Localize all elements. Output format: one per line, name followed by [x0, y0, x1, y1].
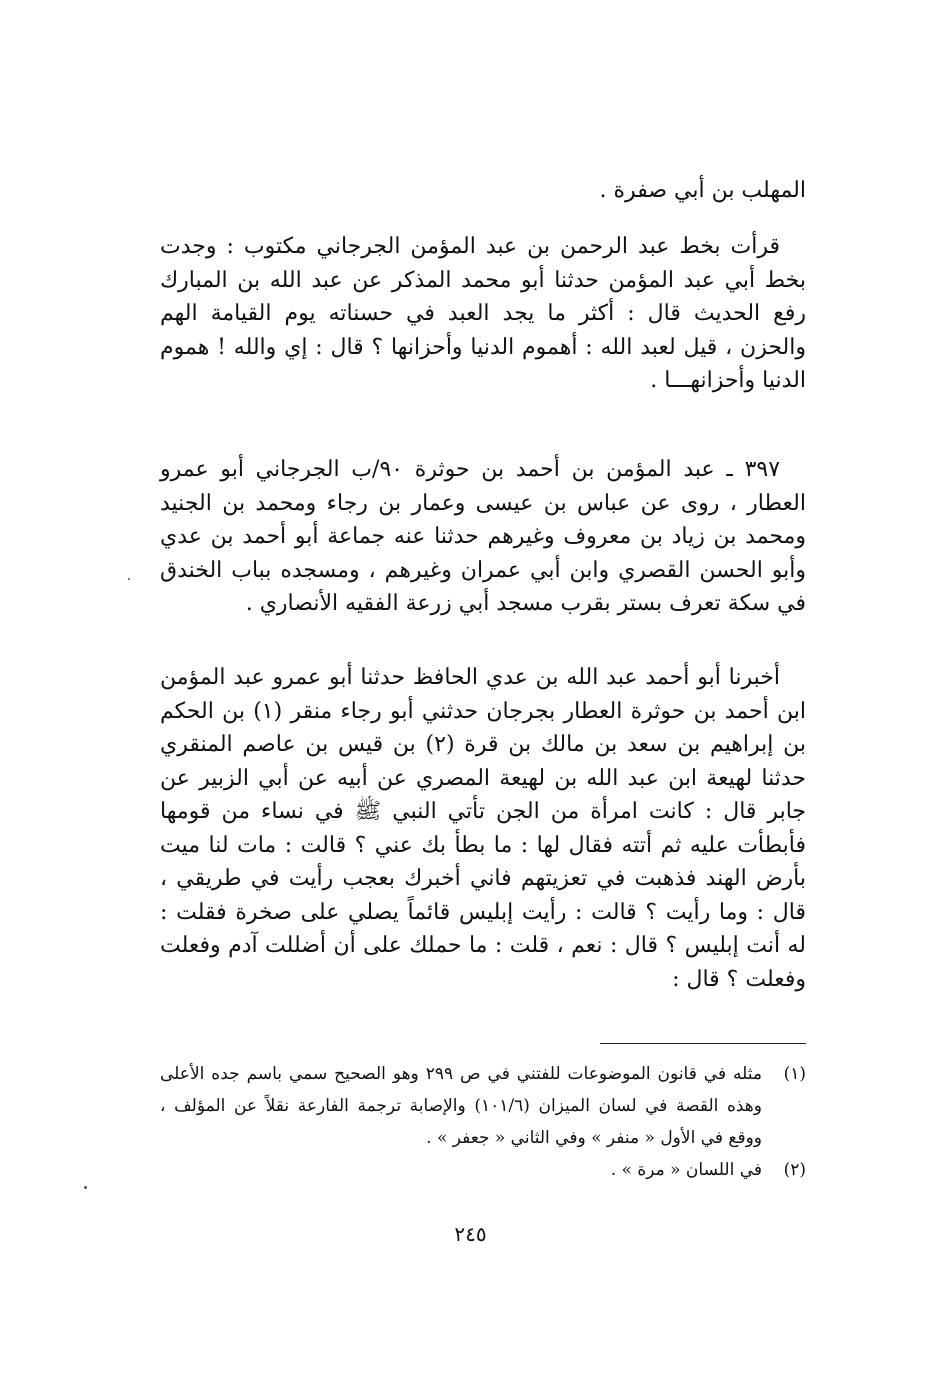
footnote-item — [160, 1058, 806, 1154]
footnote-item — [160, 1154, 806, 1186]
paragraph-hadith-chain: أخبرنا أبو أحمد عبد الله بن عدي الحافظ حدثنا أبو عمرو عبد المؤمن ابن أحمد بن حوثرة العطار بجرجان حدثني أبو رجاء منقر (١) بن الحكم بن إبراهيم بن سعد بن مالك بن قرة (٢) بن قيس بن عاصم المنقري حدثنا لهيعة ابن عبد الله بن لهيعة المصري عن أبيه عن أبي الزبير عن جابر قال : كانت امرأة من الجن تأتي النبي ﷺ في نساء من قومها فأبطأت عليه ثم أتته فقال لها : ما بطأ بك عني ؟ قالت : مات لنا ميت بأرض الهند فذهبت في تعزيتهم فاني أخبرك بعجب رأيت في طريقي ، قال : وما رأيت ؟ قالت : رأيت إبليس قائماً يصلي على صخرة فقلت : له أنت إبليس ؟ قال : نعم ، قلت : ما حملك على أن أضللت آدم وفعلت وفعلت ؟ قال : — [160, 665, 806, 992]
footnote-number: (٢) — [783, 1160, 806, 1180]
paragraph-biography-entry: ٣٩٧ ـ عبد المؤمن بن أحمد بن حوثرة ٩٠/ب الجرجاني أبو عمرو العطار ، روى عن عباس بن عيسى وعمار بن رجاء ومحمد بن الجنيد ومحمد بن زياد بن معروف وغيرهم حدثنا عنه جماعة أبو أحمد بن عدي وأبو الحسن القصري وابن أبي عمران وغيرهم ، ومسجده بباب الخندق في سكة تعرف بستر بقرب مسجد أبي زرعة الفقيه الأنصاري . — [160, 457, 806, 616]
scan-speck — [84, 1186, 87, 1189]
footnote-separator — [600, 1043, 806, 1044]
footnote-text: في اللسان « مرة » . — [610, 1160, 762, 1180]
paragraph-continuation: المهلب بن أبي صفرة . — [599, 178, 806, 203]
paragraph-narration: قرأت بخط عبد الرحمن بن عبد المؤمن الجرجاني مكتوب : وجدت بخط أبي عبد المؤمن حدثنا أبو محمد المذكر عن عبد الله بن المبارك رفع الحديث قال : أكثر ما يجد العبد في حسناته يوم القيامة الهم والحزن ، قيل لعبد الله : أهموم الدنيا وأحزانها ؟ قال : إي والله ! هموم الدنيا وأحزانهـــا . — [160, 234, 806, 393]
scan-speck — [128, 578, 130, 580]
footnote-text: مثله في قانون الموضوعات للفتني في ص ٢٩٩ وهو الصحيح سمي باسم جده الأعلى وهذه القصة في لسان الميزان (١٠١/٦) والإصابة ترجمة الفارعة نقلاً عن المؤلف ، ووقع في الأول « منفر » وفي الثاني « جعفر » . — [160, 1064, 762, 1148]
footnotes — [160, 1058, 806, 1186]
footnote-number: (١) — [783, 1064, 806, 1084]
page-number: ٢٤٥ — [454, 1222, 487, 1246]
